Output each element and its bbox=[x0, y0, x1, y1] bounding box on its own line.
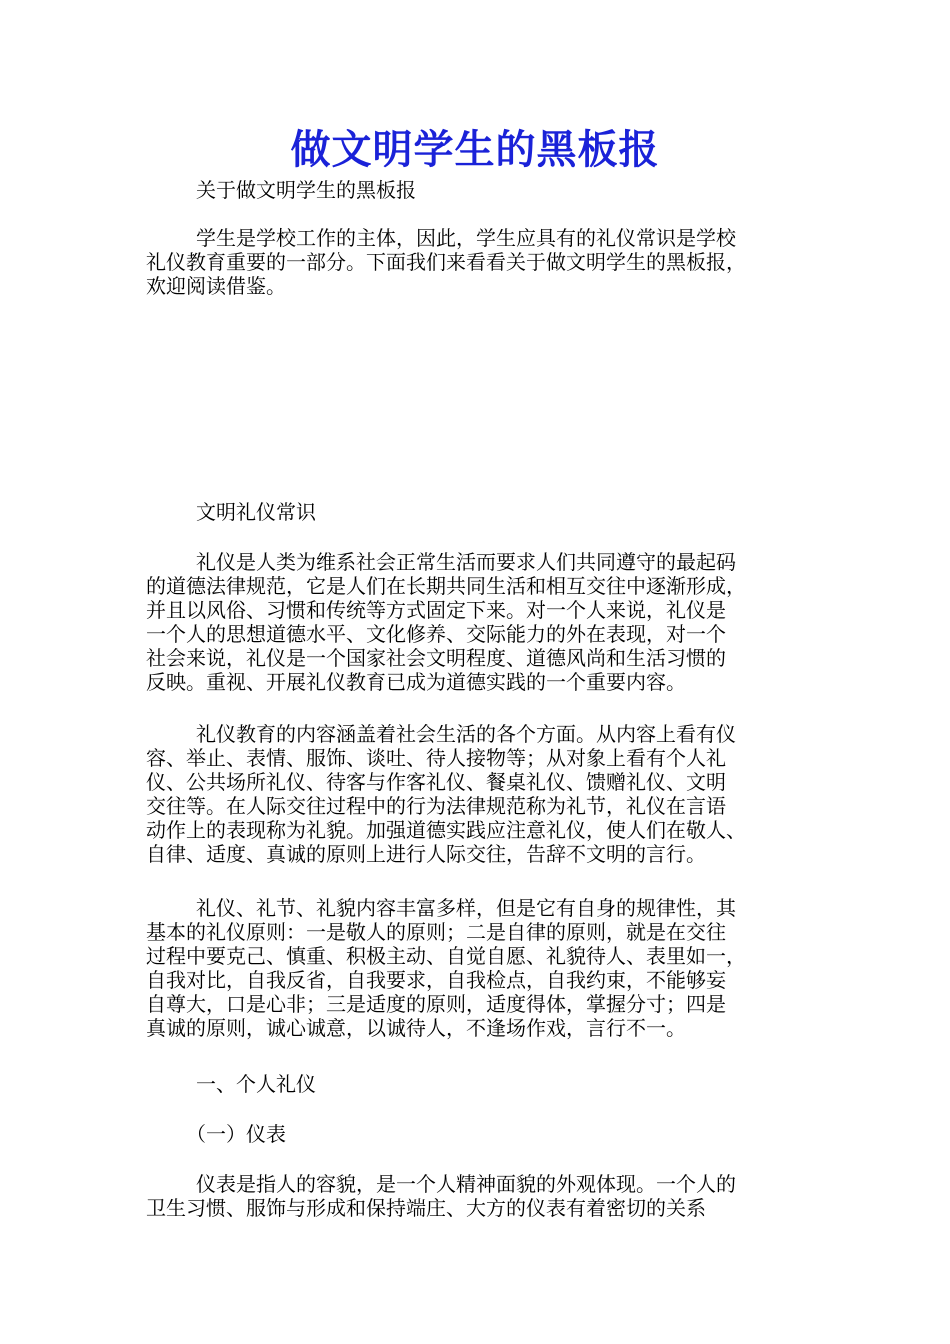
body-paragraph-2 bbox=[146, 722, 828, 866]
paragraph-line: 反映。重视、开展礼仪教育已成为道德实践的一个重要内容。 bbox=[146, 670, 686, 694]
heading-appearance: （一）仪表 bbox=[186, 1122, 286, 1146]
paragraph-line: 礼仪教育的内容涵盖着社会生活的各个方面。从内容上看有仪 bbox=[196, 722, 736, 746]
paragraph-line: 基本的礼仪原则：一是敬人的原则；二是自律的原则，就是在交往 bbox=[146, 920, 726, 944]
paragraph-line: 欢迎阅读借鉴。 bbox=[146, 274, 286, 298]
paragraph-line: 自律、适度、真诚的原则上进行人际交往，告辞不文明的言行。 bbox=[146, 842, 706, 866]
document-title: 做文明学生的黑板报 bbox=[290, 126, 660, 173]
paragraph-line: 自我对比，自我反省，自我要求，自我检点，自我约束，不能够妄 bbox=[146, 968, 726, 992]
section-heading: 文明礼仪常识 bbox=[196, 500, 316, 524]
paragraph-line: 礼仪教育重要的一部分。下面我们来看看关于做文明学生的黑板报， bbox=[146, 250, 746, 274]
paragraph-line: 卫生习惯、服饰与形成和保持端庄、大方的仪表有着密切的关系 bbox=[146, 1196, 706, 1220]
paragraph-line: 容、举止、表情、服饰、谈吐、待人接物等；从对象上看有个人礼 bbox=[146, 746, 726, 770]
paragraph-line: 交往等。在人际交往过程中的行为法律规范称为礼节，礼仪在言语 bbox=[146, 794, 726, 818]
document-subtitle: 关于做文明学生的黑板报 bbox=[196, 178, 416, 202]
paragraph-line: 动作上的表现称为礼貌。加强道德实践应注意礼仪，使人们在敬人、 bbox=[146, 818, 746, 842]
body-paragraph-4 bbox=[146, 1172, 828, 1220]
paragraph-line: 学生是学校工作的主体，因此，学生应具有的礼仪常识是学校 bbox=[196, 226, 736, 250]
paragraph-line: 并且以风俗、习惯和传统等方式固定下来。对一个人来说，礼仪是 bbox=[146, 598, 726, 622]
paragraph-line: 礼仪是人类为维系社会正常生活而要求人们共同遵守的最起码 bbox=[196, 550, 736, 574]
paragraph-line: 的道德法律规范，它是人们在长期共同生活和相互交往中逐渐形成， bbox=[146, 574, 746, 598]
paragraph-line: 一个人的思想道德水平、文化修养、交际能力的外在表现，对一个 bbox=[146, 622, 726, 646]
paragraph-line: 过程中要克己、慎重、积极主动、自觉自愿、礼貌待人、表里如一， bbox=[146, 944, 746, 968]
intro-paragraph bbox=[146, 226, 828, 298]
paragraph-line: 社会来说，礼仪是一个国家社会文明程度、道德风尚和生活习惯的 bbox=[146, 646, 726, 670]
paragraph-line: 礼仪、礼节、礼貌内容丰富多样，但是它有自身的规律性，其 bbox=[196, 896, 736, 920]
paragraph-line: 仪表是指人的容貌，是一个人精神面貌的外观体现。一个人的 bbox=[196, 1172, 736, 1196]
paragraph-line: 仪、公共场所礼仪、待客与作客礼仪、餐桌礼仪、馈赠礼仪、文明 bbox=[146, 770, 726, 794]
body-paragraph-3 bbox=[146, 896, 828, 1040]
body-paragraph-1 bbox=[146, 550, 828, 694]
heading-personal-etiquette: 一、个人礼仪 bbox=[196, 1072, 316, 1096]
paragraph-line: 自尊大，口是心非；三是适度的原则，适度得体，掌握分寸；四是 bbox=[146, 992, 726, 1016]
paragraph-line: 真诚的原则，诚心诚意，以诚待人，不逢场作戏，言行不一。 bbox=[146, 1016, 686, 1040]
